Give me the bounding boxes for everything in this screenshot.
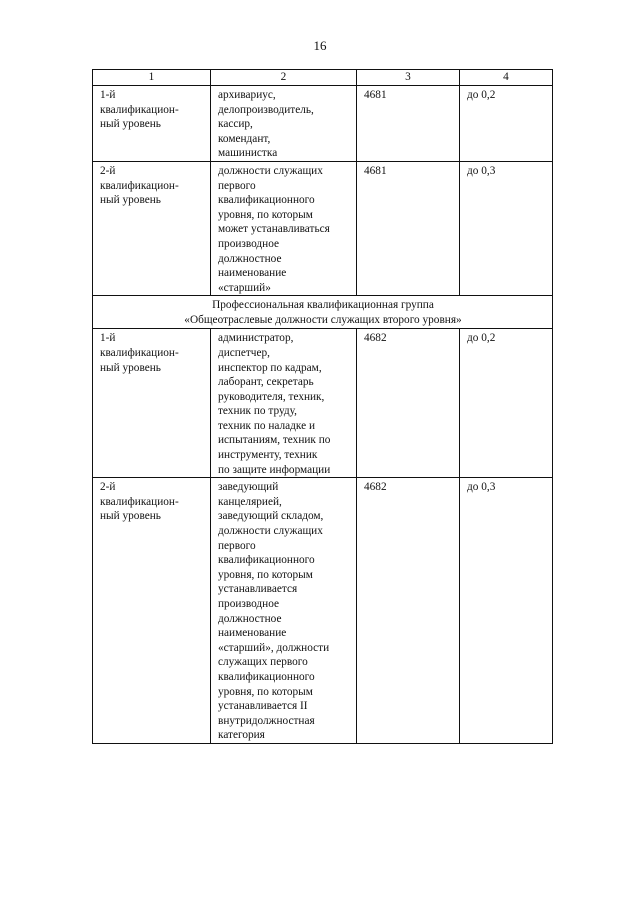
coefficient-cell: до 0,2 [460,329,553,478]
positions-cell: архивариус, делопроизводитель, кассир, комендант, машинистка [211,86,357,162]
group-title: Профессиональная квалификационная группа «Общеотраслевые должности служащих второго уровня» [93,296,553,329]
coefficient-cell: до 0,3 [460,161,553,295]
code-cell: 4681 [357,86,460,162]
level-cell: 2-й квалификацион- ный уровень [93,478,211,744]
level-cell: 1-й квалификацион- ный уровень [93,86,211,162]
level-cell: 2-й квалификацион- ный уровень [93,161,211,295]
table-row [93,161,553,295]
table-row [93,86,553,162]
code-cell: 4682 [357,478,460,744]
positions-cell: должности служащих первого квалификационного уровня, по которым может устанавливаться производное должностное наименование «старший» [211,161,357,295]
table-row [93,329,553,478]
level-cell: 1-й квалификацион- ный уровень [93,329,211,478]
code-cell: 4681 [357,161,460,295]
header-cell-3: 3 [357,70,460,86]
header-cell-2: 2 [211,70,357,86]
positions-cell: администратор, диспетчер, инспектор по кадрам, лаборант, секретарь руководителя, техник, техник по труду, техник по наладке и испытаниям, техник по инструменту, техник по защите информации [211,329,357,478]
header-cell-4: 4 [460,70,553,86]
positions-cell: заведующий канцелярией, заведующий складом, должности служащих первого квалификационного уровня, по которым устанавливается производное должностное наименование «старший», должности служащих первого квалификационного уровня, по которым устанавливается II внутридолжностная категория [211,478,357,744]
qualification-table [92,69,553,744]
page-number: 16 [313,38,327,53]
group-title-row [93,296,553,329]
header-cell-1: 1 [93,70,211,86]
coefficient-cell: до 0,2 [460,86,553,162]
header-row [93,70,553,86]
coefficient-cell: до 0,3 [460,478,553,744]
code-cell: 4682 [357,329,460,478]
table-row [93,478,553,744]
